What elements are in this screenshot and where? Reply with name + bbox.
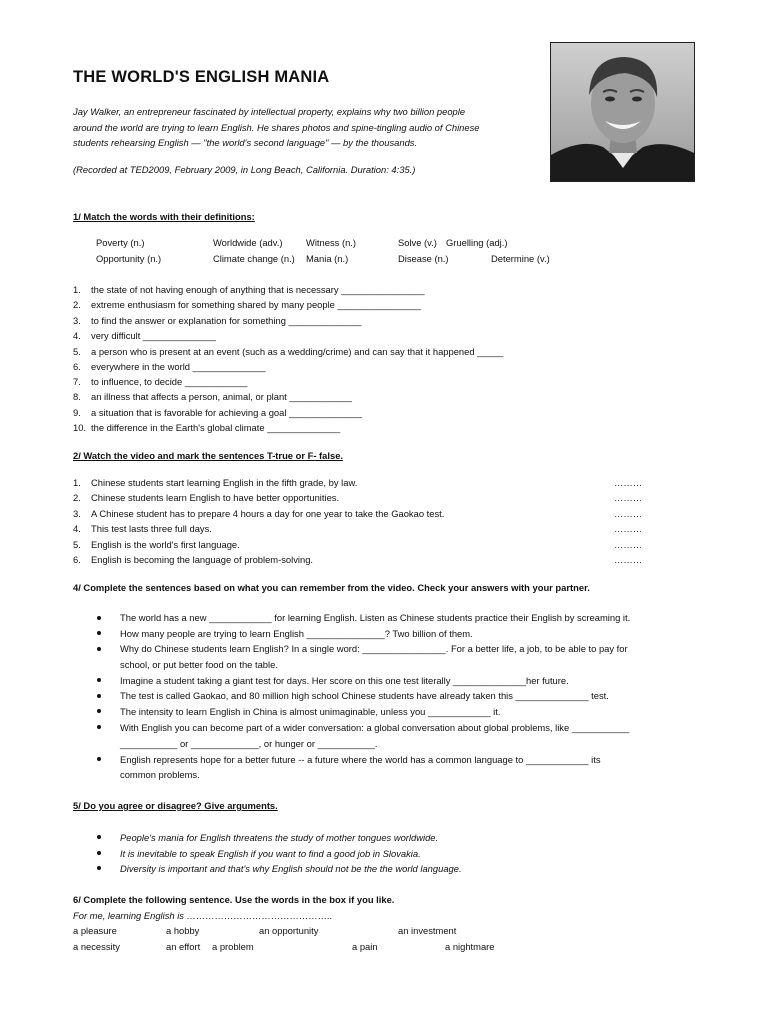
complete-sentence-cont: school, or put better food on the table. xyxy=(120,659,278,670)
bullet-icon xyxy=(97,647,101,651)
def-num: 4. xyxy=(73,330,81,341)
word-option: an investment xyxy=(398,925,457,936)
word-option: an effort xyxy=(166,941,201,952)
word-worldwide: Worldwide (adv.) xyxy=(213,237,283,248)
tf-num: 4. xyxy=(73,523,81,534)
complete-sentence: The intensity to learn English in China is almost unimaginable, unless you ____________ it. xyxy=(120,706,501,717)
word-witness: Witness (n.) xyxy=(306,237,357,248)
bullet-icon xyxy=(97,616,101,620)
tf-statement: English is the world's first language. xyxy=(91,539,240,550)
intro-line-1: Jay Walker, an entrepreneur fascinated by intellectual property, explains why two billion people xyxy=(73,106,466,117)
definition-item: to find the answer or explanation for something ______________ xyxy=(91,315,362,326)
def-num: 2. xyxy=(73,299,81,310)
def-num: 7. xyxy=(73,376,81,387)
word-option: an opportunity xyxy=(259,925,319,936)
tf-statement: Chinese students learn English to have better opportunities. xyxy=(91,492,340,503)
tf-answer-blank: ……… xyxy=(614,492,643,503)
complete-sentence: The test is called Gaokao, and 80 million high school Chinese students have already taken this ______________ test. xyxy=(120,690,609,701)
speaker-photo xyxy=(550,42,695,182)
tf-statement: This test lasts three full days. xyxy=(91,523,212,534)
word-option: a nightmare xyxy=(445,941,495,952)
section1-heading: 1/ Match the words with their definitions: xyxy=(73,211,255,222)
definition-item: to influence, to decide ____________ xyxy=(91,376,248,387)
word-determine: Determine (v.) xyxy=(491,253,550,264)
section6-heading: 6/ Complete the following sentence. Use the words in the box if you like. xyxy=(73,894,395,905)
tf-num: 5. xyxy=(73,539,81,550)
def-num: 3. xyxy=(73,315,81,326)
word-mania: Mania (n.) xyxy=(306,253,349,264)
bullet-icon xyxy=(97,757,101,761)
argument-statement: It is inevitable to speak English if you want to find a good job in Slovakia. xyxy=(120,848,421,859)
bullet-icon xyxy=(97,678,101,682)
def-num: 1. xyxy=(73,284,81,295)
page-title: THE WORLD'S ENGLISH MANIA xyxy=(73,68,330,86)
tf-statement: English is becoming the language of problem-solving. xyxy=(91,554,314,565)
def-num: 10. xyxy=(73,422,87,433)
word-poverty: Poverty (n.) xyxy=(96,237,145,248)
word-solve: Solve (v.) xyxy=(398,237,437,248)
tf-num: 1. xyxy=(73,477,81,488)
bullet-icon xyxy=(97,725,101,729)
argument-statement: People's mania for English threatens the study of mother tongues worldwide. xyxy=(120,832,439,843)
def-num: 8. xyxy=(73,391,81,402)
complete-sentence-cont: ___________ or _____________, or hunger or ___________. xyxy=(120,738,378,749)
word-gruelling: Gruelling (adj.) xyxy=(446,237,508,248)
section2-heading: 2/ Watch the video and mark the sentences T-true or F- false. xyxy=(73,450,344,461)
word-option: a problem xyxy=(212,941,254,952)
word-option: a pain xyxy=(352,941,378,952)
word-disease: Disease (n.) xyxy=(398,253,449,264)
tf-num: 2. xyxy=(73,492,81,503)
word-opportunity: Opportunity (n.) xyxy=(96,253,162,264)
def-num: 9. xyxy=(73,407,81,418)
word-option: a pleasure xyxy=(73,925,117,936)
tf-statement: Chinese students start learning English in the fifth grade, by law. xyxy=(91,477,358,488)
recorded-note: (Recorded at TED2009, February 2009, in Long Beach, California. Duration: 4:35.) xyxy=(73,164,416,175)
tf-answer-blank: ……… xyxy=(614,523,643,534)
definition-item: extreme enthusiasm for something shared by many people ________________ xyxy=(91,299,421,310)
complete-sentence: The world has a new ____________ for learning English. Listen as Chinese students practice their English by screaming it. xyxy=(120,612,631,623)
tf-answer-blank: ……… xyxy=(614,508,643,519)
intro-line-3: students rehearsing English — "the world's second language" — by the thousands. xyxy=(73,137,418,148)
word-option: a hobby xyxy=(166,925,200,936)
def-num: 5. xyxy=(73,346,81,357)
bullet-icon xyxy=(97,866,101,870)
intro-line-2: around the world are trying to learn English. He shares photos and spine-tingling audio of Chinese xyxy=(73,122,480,133)
definition-item: a person who is present at an event (such as a wedding/crime) and can say that it happened _____ xyxy=(91,346,504,357)
complete-sentence: How many people are trying to learn English _______________? Two billion of them. xyxy=(120,628,473,639)
word-option: a necessity xyxy=(73,941,120,952)
tf-answer-blank: ……… xyxy=(614,477,643,488)
definition-item: an illness that affects a person, animal, or plant ____________ xyxy=(91,391,352,402)
complete-sentence: With English you can become part of a wider conversation: a global conversation about global problems, like ___________ xyxy=(120,722,630,733)
section4-heading: 4/ Complete the sentences based on what you can remember from the video. Check your answers with your partner. xyxy=(73,582,590,593)
bullet-icon xyxy=(97,835,101,839)
complete-sentence: Why do Chinese students learn English? In a single word: ________________. For a better life, a job, to be able to pay for xyxy=(120,643,628,654)
complete-sentence: Imagine a student taking a giant test for days. Her score on this one test literally ______________her future. xyxy=(120,675,569,686)
section5-heading: 5/ Do you agree or disagree? Give arguments. xyxy=(73,800,278,811)
section6-prompt: For me, learning English is ……………………………………….. xyxy=(73,910,333,921)
definition-item: a situation that is favorable for achieving a goal ______________ xyxy=(91,407,363,418)
definition-item: the state of not having enough of anything that is necessary ________________ xyxy=(91,284,425,295)
complete-sentence-cont: common problems. xyxy=(120,769,200,780)
tf-answer-blank: ……… xyxy=(614,554,643,565)
argument-statement: Diversity is important and that's why English should not be the the world language. xyxy=(120,863,462,874)
bullet-icon xyxy=(97,631,101,635)
tf-statement: A Chinese student has to prepare 4 hours a day for one year to take the Gaokao test. xyxy=(91,508,445,519)
bullet-icon xyxy=(97,694,101,698)
tf-answer-blank: ……… xyxy=(614,539,643,550)
bullet-icon xyxy=(97,709,101,713)
tf-num: 6. xyxy=(73,554,81,565)
word-climate-change: Climate change (n.) xyxy=(213,253,295,264)
definition-item: the difference in the Earth's global climate ______________ xyxy=(91,422,341,433)
bullet-icon xyxy=(97,851,101,855)
def-num: 6. xyxy=(73,361,81,372)
definition-item: everywhere in the world ______________ xyxy=(91,361,266,372)
tf-num: 3. xyxy=(73,508,81,519)
complete-sentence: English represents hope for a better future -- a future where the world has a common language to ____________ its xyxy=(120,754,601,765)
definition-item: very difficult ______________ xyxy=(91,330,216,341)
